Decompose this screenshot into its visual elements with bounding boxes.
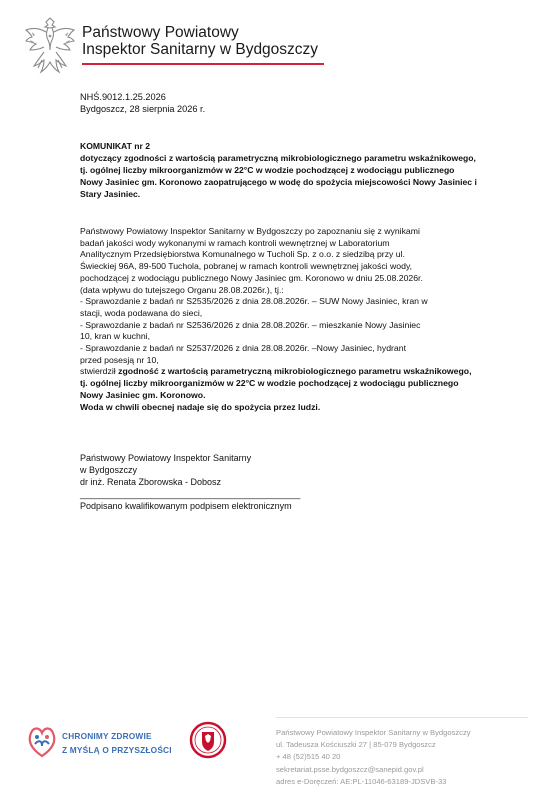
slogan-line1: CHRONIMY ZDROWIE bbox=[62, 731, 152, 741]
sanepid-seal-icon bbox=[188, 720, 228, 764]
announcement-title bbox=[80, 140, 480, 200]
body-line: badań jakości wody wykonanymi w ramach kontroli wewnętrznej w Laboratorium bbox=[80, 237, 390, 248]
body-line: Świeckiej 96A, 89-500 Tuchola, pobranej w ramach kontroli wewnętrznej jakości wody, bbox=[80, 261, 413, 272]
document-reference bbox=[80, 91, 205, 115]
announcement-subject-line: dotyczący zgodności z wartością parametryczną mikrobiologicznego parametru wskaźnikowego, bbox=[80, 153, 476, 163]
campaign-slogan bbox=[62, 729, 172, 757]
institution-name-line2: Inspektor Sanitarny w Bydgoszczy bbox=[82, 41, 319, 58]
conclusion-text: zgodność z wartością parametryczną mikrobiologicznego parametru wskaźnikowego, bbox=[118, 366, 472, 377]
signatory-name: dr inż. Renata Zborowska - Dobosz bbox=[80, 477, 222, 487]
announcement-subject-line: Nowy Jasiniec gm. Koronowo zaopatrującego w wodę do spożycia miejscowości Nowy Jasiniec i bbox=[80, 177, 477, 187]
body-line: Państwowy Powiatowy Inspektor Sanitarny w Bydgoszczy po zapoznaniu się z wynikami bbox=[80, 226, 420, 236]
signature-rule: ____________________________________________ bbox=[80, 489, 301, 499]
footer-edelivery-address: adres e-Doręczeń: AE:PL-11046-63189-JDSVB-33 bbox=[276, 776, 447, 786]
footer-address-line: ul. Tadeusza Kościuszki 27 | 85-079 Bydgoszcz bbox=[276, 740, 436, 750]
electronic-signature-note: Podpisano kwalifikowanym podpisem elektronicznym bbox=[80, 501, 292, 511]
footer-divider bbox=[276, 717, 528, 718]
polish-eagle-emblem-icon bbox=[22, 14, 78, 80]
case-number: NHŚ.9012.1.25.2026 bbox=[80, 92, 166, 102]
footer-address-line: Państwowy Powiatowy Inspektor Sanitarny w Bydgoszczy bbox=[276, 728, 471, 737]
footer-email: sekretariat.psse.bydgoszcz@sanepid.gov.pl bbox=[276, 764, 424, 774]
conclusion-line: tj. ogólnej liczby mikroorganizmów w 22°C w wodzie pochodzącej z wodociągu publicznego bbox=[80, 378, 459, 389]
health-campaign-logo-icon bbox=[26, 720, 58, 762]
body-line: 10, kran w kuchni, bbox=[80, 331, 151, 342]
body-line: - Sprawozdanie z badań nr S2537/2026 z dnia 28.08.2026r. –Nowy Jasiniec, hydrant bbox=[80, 343, 406, 354]
header-red-rule bbox=[82, 63, 324, 65]
signatory-title: Państwowy Powiatowy Inspektor Sanitarny bbox=[80, 453, 252, 463]
signature-block bbox=[80, 452, 300, 512]
body-line: Analitycznym Przedsiębiorstwa Komunalnego w Tucholi Sp. z o.o. z siedzibą przy ul. bbox=[80, 249, 405, 260]
body-line: pochodzącej z wodociągu publicznego Nowy Jasiniec gm. Koronowo w dniu 25.08.2026r. bbox=[80, 272, 423, 283]
body-line: (data wpływu do tutejszego Organu 28.08.2026r.), tj.: bbox=[80, 284, 284, 295]
body-line: przed posesją nr 10, bbox=[80, 354, 159, 365]
body-line: - Sprawozdanie z badań nr S2536/2026 z dnia 28.08.2026r. – mieszkanie Nowy Jasiniec bbox=[80, 319, 421, 330]
place-and-date: Bydgoszcz, 28 sierpnia 2026 r. bbox=[80, 104, 206, 114]
conclusion-line: Nowy Jasiniec gm. Koronowo. bbox=[80, 389, 206, 400]
body-line: stacji, woda podawana do sieci, bbox=[80, 307, 203, 318]
conclusion-line bbox=[80, 366, 482, 378]
conclusion-prefix: stwierdził bbox=[80, 366, 119, 377]
announcement-body bbox=[80, 226, 482, 413]
footer-address bbox=[276, 727, 471, 788]
institution-name bbox=[82, 24, 318, 58]
announcement-subject-line: Stary Jasiniec. bbox=[80, 189, 141, 199]
announcement-heading: KOMUNIKAT nr 2 bbox=[80, 141, 151, 151]
body-line: - Sprawozdanie z badań nr S2535/2026 z dnia 28.08.2026r. – SUW Nowy Jasiniec, kran w bbox=[80, 296, 428, 307]
slogan-line2: Z MYŚLĄ O PRZYSZŁOŚCI bbox=[62, 745, 172, 755]
institution-name-line1: Państwowy Powiatowy bbox=[82, 24, 239, 41]
signatory-title-line2: w Bydgoszczy bbox=[80, 465, 138, 475]
footer-phone: + 48 (52)515 40 20 bbox=[276, 752, 341, 762]
conclusion-line: Woda w chwili obecnej nadaje się do spożycia przez ludzi. bbox=[80, 401, 321, 412]
announcement-subject-line: tj. ogólnej liczby mikroorganizmów w 22°C w wodzie pochodzącej z wodociągu publicznego bbox=[80, 165, 455, 175]
